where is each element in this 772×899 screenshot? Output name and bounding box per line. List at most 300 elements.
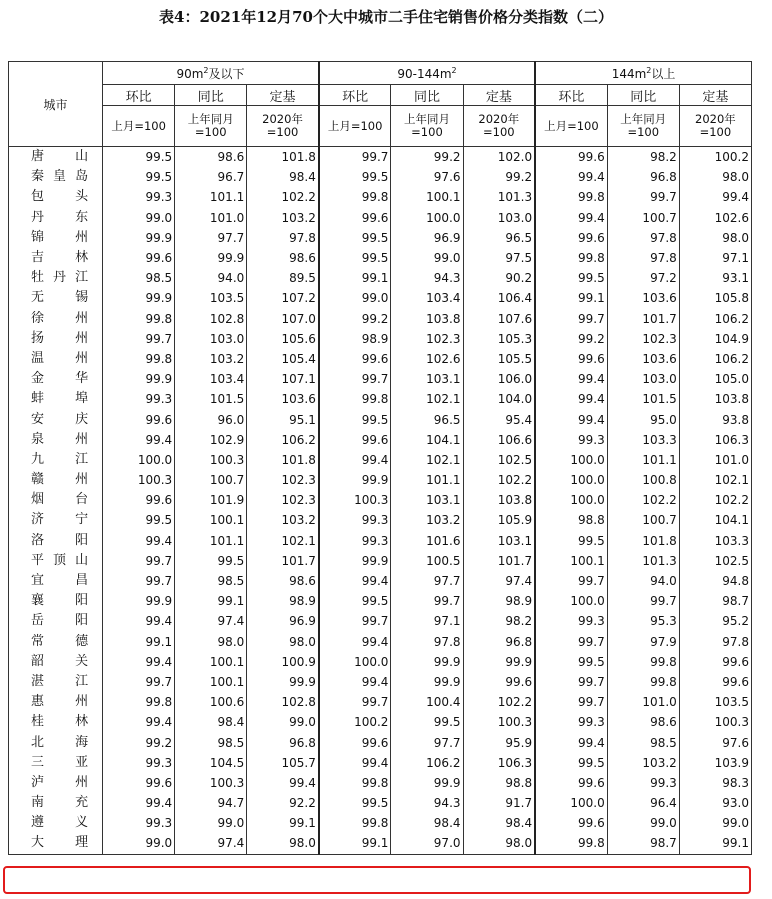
- value-cell: 99.9: [319, 551, 391, 571]
- value-cell: 107.1: [247, 369, 319, 389]
- value-cell: 99.7: [607, 187, 679, 207]
- city-name: 常德: [31, 633, 89, 649]
- value-cell: 99.6: [103, 490, 175, 510]
- value-cell: 100.7: [607, 208, 679, 228]
- value-cell: 98.7: [607, 833, 679, 854]
- value-cell: 99.7: [103, 571, 175, 591]
- value-cell: 101.5: [175, 389, 247, 409]
- base-header-cell: 上年同月=100: [391, 106, 463, 147]
- value-cell: 99.6: [535, 349, 607, 369]
- value-cell: 100.1: [175, 672, 247, 692]
- value-cell: 100.0: [535, 470, 607, 490]
- city-cell: [9, 470, 103, 490]
- table-row: [9, 712, 752, 732]
- value-cell: 101.0: [175, 208, 247, 228]
- sub-header-cell: 同比: [391, 85, 463, 106]
- value-cell: 99.0: [391, 248, 463, 268]
- value-cell: 105.9: [463, 510, 535, 530]
- value-cell: 98.8: [535, 510, 607, 530]
- value-cell: 97.1: [391, 611, 463, 631]
- group-header-144: [535, 62, 751, 85]
- city-cell: [9, 329, 103, 349]
- value-cell: 101.1: [175, 531, 247, 551]
- value-cell: 99.8: [607, 652, 679, 672]
- value-cell: 100.6: [175, 692, 247, 712]
- value-cell: 99.6: [679, 672, 751, 692]
- sub-header-cell: 定基: [463, 85, 535, 106]
- value-cell: 99.4: [535, 369, 607, 389]
- value-cell: 100.3: [103, 470, 175, 490]
- city-cell: [9, 187, 103, 207]
- value-cell: 98.4: [247, 167, 319, 187]
- value-cell: 97.4: [175, 611, 247, 631]
- value-cell: 99.9: [103, 228, 175, 248]
- value-cell: 104.0: [463, 389, 535, 409]
- city-name: 唐山: [31, 149, 89, 165]
- value-cell: 98.3: [679, 773, 751, 793]
- group-label-sup: 2: [646, 65, 652, 75]
- value-cell: 98.0: [247, 833, 319, 854]
- city-name: 扬州: [31, 330, 89, 346]
- value-cell: 95.4: [463, 409, 535, 429]
- value-cell: 97.8: [247, 228, 319, 248]
- value-cell: 99.2: [463, 167, 535, 187]
- value-cell: 98.5: [103, 268, 175, 288]
- value-cell: 96.9: [247, 611, 319, 631]
- table-row: [9, 632, 752, 652]
- value-cell: 100.0: [535, 490, 607, 510]
- table-row: [9, 571, 752, 591]
- value-cell: 99.3: [535, 430, 607, 450]
- value-cell: 99.4: [319, 571, 391, 591]
- value-cell: 102.2: [247, 187, 319, 207]
- value-cell: 97.6: [679, 732, 751, 752]
- table-row: [9, 672, 752, 692]
- city-name: 泉州: [31, 431, 89, 447]
- value-cell: 103.2: [391, 510, 463, 530]
- value-cell: 99.5: [103, 510, 175, 530]
- highlight-box: [3, 866, 751, 894]
- value-cell: 103.1: [463, 531, 535, 551]
- city-cell: [9, 248, 103, 268]
- city-cell: [9, 228, 103, 248]
- value-cell: 102.2: [463, 470, 535, 490]
- table-row: [9, 329, 752, 349]
- value-cell: 99.6: [319, 208, 391, 228]
- value-cell: 99.9: [103, 591, 175, 611]
- value-cell: 99.9: [175, 248, 247, 268]
- value-cell: 99.5: [319, 228, 391, 248]
- value-cell: 99.0: [103, 208, 175, 228]
- table-row: [9, 813, 752, 833]
- value-cell: 99.6: [679, 652, 751, 672]
- value-cell: 99.5: [103, 147, 175, 168]
- value-cell: 96.8: [247, 732, 319, 752]
- city-cell: [9, 833, 103, 854]
- value-cell: 99.3: [607, 773, 679, 793]
- city-cell: [9, 793, 103, 813]
- value-cell: 99.4: [319, 450, 391, 470]
- value-cell: 99.0: [175, 813, 247, 833]
- value-cell: 94.3: [391, 793, 463, 813]
- city-cell: [9, 732, 103, 752]
- value-cell: 104.1: [679, 510, 751, 530]
- value-cell: 96.5: [391, 409, 463, 429]
- value-cell: 93.8: [679, 409, 751, 429]
- value-cell: 103.6: [607, 288, 679, 308]
- value-cell: 98.0: [679, 167, 751, 187]
- value-cell: 100.1: [535, 551, 607, 571]
- city-name: 九江: [31, 451, 89, 467]
- table-row: [9, 490, 752, 510]
- value-cell: 100.1: [175, 652, 247, 672]
- value-cell: 99.6: [319, 349, 391, 369]
- value-cell: 99.8: [103, 349, 175, 369]
- value-cell: 98.0: [463, 833, 535, 854]
- table-body: [9, 147, 752, 855]
- value-cell: 102.3: [391, 329, 463, 349]
- value-cell: 98.6: [607, 712, 679, 732]
- value-cell: 99.1: [103, 632, 175, 652]
- value-cell: 99.3: [103, 389, 175, 409]
- value-cell: 99.3: [103, 813, 175, 833]
- city-cell: [9, 490, 103, 510]
- value-cell: 98.9: [319, 329, 391, 349]
- value-cell: 99.6: [103, 773, 175, 793]
- value-cell: 98.2: [463, 611, 535, 631]
- value-cell: 98.0: [175, 632, 247, 652]
- city-cell: [9, 753, 103, 773]
- sub-header-cell: 环比: [319, 85, 391, 106]
- value-cell: 103.5: [679, 692, 751, 712]
- value-cell: 99.7: [319, 369, 391, 389]
- value-cell: 103.1: [391, 490, 463, 510]
- value-cell: 103.2: [247, 208, 319, 228]
- table-row: [9, 268, 752, 288]
- value-cell: 102.8: [247, 692, 319, 712]
- table-row: [9, 470, 752, 490]
- value-cell: 98.5: [175, 732, 247, 752]
- city-name: 宜昌: [31, 573, 89, 589]
- value-cell: 105.3: [463, 329, 535, 349]
- value-cell: 99.6: [535, 773, 607, 793]
- value-cell: 98.6: [175, 147, 247, 168]
- value-cell: 99.7: [535, 309, 607, 329]
- value-cell: 103.0: [175, 329, 247, 349]
- table-row: [9, 773, 752, 793]
- value-cell: 99.5: [391, 712, 463, 732]
- value-cell: 95.9: [463, 732, 535, 752]
- city-cell: [9, 813, 103, 833]
- table-title: 表4：2021年12月70个大中城市二手住宅销售价格分类指数（二）: [159, 8, 613, 26]
- value-cell: 99.5: [535, 652, 607, 672]
- value-cell: 100.0: [103, 450, 175, 470]
- value-cell: 99.3: [535, 712, 607, 732]
- value-cell: 100.3: [679, 712, 751, 732]
- table-row: [9, 167, 752, 187]
- value-cell: 102.8: [175, 309, 247, 329]
- value-cell: 99.7: [391, 591, 463, 611]
- city-name: 三亚: [31, 754, 89, 770]
- value-cell: 103.0: [463, 208, 535, 228]
- city-name: 襄阳: [31, 593, 89, 609]
- value-cell: 99.5: [319, 248, 391, 268]
- value-cell: 105.6: [247, 329, 319, 349]
- value-cell: 97.8: [607, 228, 679, 248]
- city-cell: [9, 208, 103, 228]
- value-cell: 102.9: [175, 430, 247, 450]
- value-cell: 101.7: [247, 551, 319, 571]
- value-cell: 99.5: [535, 268, 607, 288]
- city-cell: [9, 268, 103, 288]
- value-cell: 104.5: [175, 753, 247, 773]
- value-cell: 99.6: [319, 732, 391, 752]
- table-row: [9, 389, 752, 409]
- value-cell: 96.4: [607, 793, 679, 813]
- sub-header-cell: 环比: [103, 85, 175, 106]
- value-cell: 100.3: [175, 773, 247, 793]
- value-cell: 99.6: [535, 813, 607, 833]
- table-row: [9, 611, 752, 631]
- value-cell: 101.1: [391, 470, 463, 490]
- value-cell: 102.1: [391, 450, 463, 470]
- value-cell: 100.5: [391, 551, 463, 571]
- city-name: 秦皇岛: [31, 169, 89, 185]
- value-cell: 106.2: [679, 309, 751, 329]
- value-cell: 102.6: [391, 349, 463, 369]
- value-cell: 100.7: [175, 470, 247, 490]
- value-cell: 98.2: [607, 147, 679, 168]
- value-cell: 102.2: [607, 490, 679, 510]
- value-cell: 98.4: [463, 813, 535, 833]
- value-cell: 99.8: [319, 773, 391, 793]
- city-name: 烟台: [31, 492, 89, 508]
- value-cell: 103.5: [175, 288, 247, 308]
- value-cell: 99.7: [319, 611, 391, 631]
- value-cell: 100.0: [391, 208, 463, 228]
- value-cell: 106.3: [463, 753, 535, 773]
- sub-header-cell: 定基: [247, 85, 319, 106]
- city-name: 丹东: [31, 209, 89, 225]
- value-cell: 99.0: [103, 833, 175, 854]
- group-header-90: [103, 62, 319, 85]
- city-name: 锦州: [31, 229, 89, 245]
- city-name: 徐州: [31, 310, 89, 326]
- value-cell: 99.4: [535, 208, 607, 228]
- city-name: 蚌埠: [31, 391, 89, 407]
- value-cell: 98.9: [247, 591, 319, 611]
- city-cell: [9, 632, 103, 652]
- value-cell: 99.6: [535, 147, 607, 168]
- value-cell: 98.6: [247, 571, 319, 591]
- table-row: [9, 228, 752, 248]
- value-cell: 99.5: [319, 409, 391, 429]
- value-cell: 102.1: [391, 389, 463, 409]
- value-cell: 106.0: [463, 369, 535, 389]
- value-cell: 99.4: [103, 793, 175, 813]
- value-cell: 102.1: [247, 531, 319, 551]
- group-label: 90m: [176, 66, 204, 81]
- value-cell: 102.2: [679, 490, 751, 510]
- value-cell: 100.0: [535, 591, 607, 611]
- value-cell: 94.7: [175, 793, 247, 813]
- value-cell: 99.2: [319, 309, 391, 329]
- value-cell: 103.8: [391, 309, 463, 329]
- value-cell: 94.8: [679, 571, 751, 591]
- city-cell: [9, 288, 103, 308]
- value-cell: 99.7: [319, 692, 391, 712]
- table-row: [9, 288, 752, 308]
- value-cell: 99.2: [103, 732, 175, 752]
- value-cell: 103.2: [607, 753, 679, 773]
- base-header-cell: 2020年=100: [679, 106, 751, 147]
- value-cell: 101.6: [391, 531, 463, 551]
- value-cell: 105.7: [247, 753, 319, 773]
- base-header-cell: 上月=100: [319, 106, 391, 147]
- city-name: 赣州: [31, 472, 89, 488]
- value-cell: 99.0: [319, 288, 391, 308]
- value-cell: 103.3: [607, 430, 679, 450]
- value-cell: 101.3: [463, 187, 535, 207]
- value-cell: 97.7: [391, 571, 463, 591]
- table-row: [9, 510, 752, 530]
- value-cell: 99.4: [535, 389, 607, 409]
- value-cell: 107.0: [247, 309, 319, 329]
- value-cell: 99.9: [391, 672, 463, 692]
- table-row: [9, 187, 752, 207]
- value-cell: 98.0: [679, 228, 751, 248]
- value-cell: 104.1: [391, 430, 463, 450]
- value-cell: 97.8: [607, 248, 679, 268]
- value-cell: 99.4: [319, 753, 391, 773]
- value-cell: 100.7: [607, 510, 679, 530]
- city-cell: [9, 389, 103, 409]
- value-cell: 99.8: [319, 389, 391, 409]
- value-cell: 100.2: [319, 712, 391, 732]
- value-cell: 96.8: [607, 167, 679, 187]
- value-cell: 103.6: [607, 349, 679, 369]
- value-cell: 98.4: [391, 813, 463, 833]
- base-header-cell: 2020年=100: [463, 106, 535, 147]
- value-cell: 97.5: [463, 248, 535, 268]
- value-cell: 101.8: [607, 531, 679, 551]
- value-cell: 101.1: [175, 187, 247, 207]
- value-cell: 93.0: [679, 793, 751, 813]
- value-cell: 92.2: [247, 793, 319, 813]
- table-row: [9, 248, 752, 268]
- value-cell: 100.4: [391, 692, 463, 712]
- value-cell: 100.2: [679, 147, 751, 168]
- group-label-sup: 2: [203, 65, 209, 75]
- value-cell: 106.2: [391, 753, 463, 773]
- value-cell: 99.4: [679, 187, 751, 207]
- value-cell: 99.8: [535, 187, 607, 207]
- value-cell: 90.2: [463, 268, 535, 288]
- value-cell: 107.2: [247, 288, 319, 308]
- city-cell: [9, 571, 103, 591]
- value-cell: 99.8: [103, 309, 175, 329]
- value-cell: 93.1: [679, 268, 751, 288]
- value-cell: 106.2: [679, 349, 751, 369]
- value-cell: 99.2: [535, 329, 607, 349]
- value-cell: 96.8: [463, 632, 535, 652]
- value-cell: 99.7: [103, 329, 175, 349]
- base-header-row: [9, 106, 752, 147]
- value-cell: 99.1: [679, 833, 751, 854]
- value-cell: 97.4: [463, 571, 535, 591]
- value-cell: 99.4: [247, 773, 319, 793]
- value-cell: 97.2: [607, 268, 679, 288]
- price-index-table: [8, 61, 752, 855]
- city-name: 金华: [31, 371, 89, 387]
- table-row: [9, 309, 752, 329]
- value-cell: 105.0: [679, 369, 751, 389]
- value-cell: 103.2: [175, 349, 247, 369]
- value-cell: 98.7: [679, 591, 751, 611]
- sub-header-cell: 同比: [607, 85, 679, 106]
- value-cell: 99.3: [319, 531, 391, 551]
- value-cell: 99.0: [679, 813, 751, 833]
- value-cell: 95.0: [607, 409, 679, 429]
- value-cell: 99.3: [535, 611, 607, 631]
- city-cell: [9, 369, 103, 389]
- city-name: 无锡: [31, 290, 89, 306]
- city-name: 北海: [31, 734, 89, 750]
- group-label-tail: 及以下: [208, 66, 245, 81]
- value-cell: 99.1: [319, 833, 391, 854]
- value-cell: 99.8: [535, 248, 607, 268]
- city-name: 韶关: [31, 653, 89, 669]
- value-cell: 100.1: [391, 187, 463, 207]
- value-cell: 100.1: [175, 510, 247, 530]
- value-cell: 105.8: [679, 288, 751, 308]
- table-row: [9, 450, 752, 470]
- value-cell: 94.0: [607, 571, 679, 591]
- value-cell: 101.8: [247, 147, 319, 168]
- value-cell: 94.3: [391, 268, 463, 288]
- value-cell: 99.6: [103, 409, 175, 429]
- value-cell: 102.1: [679, 470, 751, 490]
- group-label-sup: 2: [451, 65, 457, 75]
- value-cell: 96.9: [391, 228, 463, 248]
- city-cell: [9, 430, 103, 450]
- value-cell: 100.3: [175, 450, 247, 470]
- value-cell: 99.1: [535, 288, 607, 308]
- table-row: [9, 591, 752, 611]
- value-cell: 99.4: [103, 611, 175, 631]
- value-cell: 104.9: [679, 329, 751, 349]
- value-cell: 97.4: [175, 833, 247, 854]
- city-cell: [9, 712, 103, 732]
- city-name: 包头: [31, 189, 89, 205]
- value-cell: 101.5: [607, 389, 679, 409]
- value-cell: 101.3: [607, 551, 679, 571]
- value-cell: 99.9: [247, 672, 319, 692]
- value-cell: 99.6: [463, 672, 535, 692]
- value-cell: 99.9: [391, 773, 463, 793]
- value-cell: 103.9: [679, 753, 751, 773]
- value-cell: 100.0: [535, 793, 607, 813]
- table-row: [9, 833, 752, 854]
- city-cell: [9, 611, 103, 631]
- value-cell: 98.0: [247, 632, 319, 652]
- table-row: [9, 147, 752, 168]
- value-cell: 103.8: [463, 490, 535, 510]
- value-cell: 99.0: [247, 712, 319, 732]
- value-cell: 103.8: [679, 389, 751, 409]
- value-cell: 99.5: [319, 793, 391, 813]
- value-cell: 99.6: [319, 430, 391, 450]
